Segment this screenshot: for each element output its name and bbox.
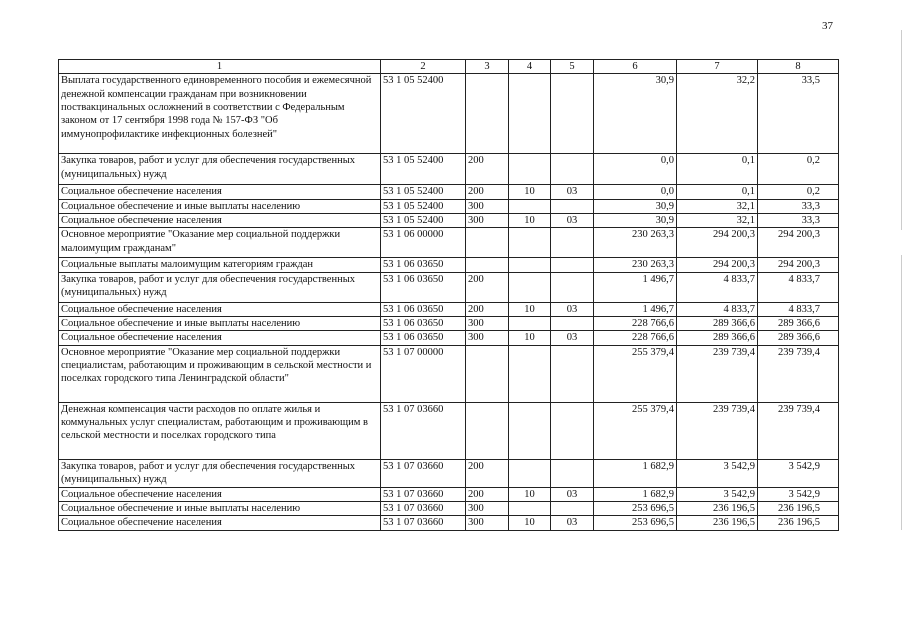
row-description: Выплата государственного единовременного пособия и ежемесячной денежной компенсации гражданам при возникновении поствакцинальных осложнений в соответствии с Федеральным законом от 17 сентября 1998 года № 157-ФЗ "Об иммунопрофилактике инфекционных болезней" <box>59 74 381 154</box>
table-row <box>59 516 839 530</box>
row-description: Основное мероприятие "Оказание мер социальной поддержки малоимущим гражданам" <box>59 228 381 258</box>
amount-col-6: 1 682,9 <box>594 459 677 487</box>
row-description: Социальные выплаты малоимущим категориям граждан <box>59 258 381 272</box>
expense-type-code: 300 <box>466 501 509 515</box>
section-code: 10 <box>509 213 551 227</box>
amount-col-6: 230 263,3 <box>594 228 677 258</box>
target-article-code: 53 1 07 03660 <box>381 501 466 515</box>
column-number: 6 <box>594 60 677 74</box>
amount-col-8: 4 833,7 <box>758 272 839 302</box>
amount-col-8: 236 196,5 <box>758 516 839 530</box>
row-description: Закупка товаров, работ и услуг для обеспечения государственных (муниципальных) нужд <box>59 154 381 185</box>
table-row <box>59 331 839 345</box>
amount-col-6: 30,9 <box>594 199 677 213</box>
subsection-code: 03 <box>551 185 594 199</box>
amount-col-7: 0,1 <box>677 185 758 199</box>
subsection-code <box>551 272 594 302</box>
section-code <box>509 501 551 515</box>
expense-type-code <box>466 74 509 154</box>
expense-type-code: 200 <box>466 487 509 501</box>
amount-col-8: 289 366,6 <box>758 331 839 345</box>
subsection-code <box>551 228 594 258</box>
amount-col-8: 3 542,9 <box>758 487 839 501</box>
column-number: 5 <box>551 60 594 74</box>
target-article-code: 53 1 05 52400 <box>381 199 466 213</box>
expense-type-code <box>466 258 509 272</box>
amount-col-6: 1 496,7 <box>594 272 677 302</box>
section-code <box>509 272 551 302</box>
scan-edge-line <box>901 30 902 530</box>
amount-col-8: 239 739,4 <box>758 402 839 459</box>
section-code <box>509 345 551 402</box>
amount-col-8: 33,3 <box>758 213 839 227</box>
section-code: 10 <box>509 185 551 199</box>
subsection-code <box>551 199 594 213</box>
column-number: 4 <box>509 60 551 74</box>
amount-col-7: 4 833,7 <box>677 302 758 316</box>
amount-col-8: 294 200,3 <box>758 258 839 272</box>
subsection-code: 03 <box>551 516 594 530</box>
target-article-code: 53 1 06 03650 <box>381 258 466 272</box>
subsection-code <box>551 459 594 487</box>
subsection-code <box>551 316 594 330</box>
row-description: Социальное обеспечение и иные выплаты населению <box>59 501 381 515</box>
row-description: Закупка товаров, работ и услуг для обеспечения государственных (муниципальных) нужд <box>59 459 381 487</box>
table-row <box>59 74 839 154</box>
table-row <box>59 302 839 316</box>
amount-col-7: 289 366,6 <box>677 331 758 345</box>
table-row <box>59 487 839 501</box>
row-description: Основное мероприятие "Оказание мер социальной поддержки специалистам, работающим и проживающим в сельской местности и поселках городского типа Ленинградской области" <box>59 345 381 402</box>
amount-col-7: 239 739,4 <box>677 345 758 402</box>
amount-col-8: 33,3 <box>758 199 839 213</box>
amount-col-7: 294 200,3 <box>677 228 758 258</box>
amount-col-6: 228 766,6 <box>594 331 677 345</box>
subsection-code: 03 <box>551 331 594 345</box>
amount-col-8: 294 200,3 <box>758 228 839 258</box>
page-number: 37 <box>822 20 833 32</box>
target-article-code: 53 1 07 03660 <box>381 459 466 487</box>
expense-type-code: 200 <box>466 154 509 185</box>
section-code: 10 <box>509 487 551 501</box>
subsection-code <box>551 154 594 185</box>
target-article-code: 53 1 06 03650 <box>381 302 466 316</box>
table-row <box>59 228 839 258</box>
amount-col-6: 30,9 <box>594 74 677 154</box>
column-number: 7 <box>677 60 758 74</box>
section-code: 10 <box>509 331 551 345</box>
column-number: 1 <box>59 60 381 74</box>
subsection-code <box>551 501 594 515</box>
expense-type-code <box>466 228 509 258</box>
target-article-code: 53 1 07 03660 <box>381 487 466 501</box>
table-row <box>59 213 839 227</box>
expense-type-code: 300 <box>466 516 509 530</box>
amount-col-7: 3 542,9 <box>677 487 758 501</box>
amount-col-8: 0,2 <box>758 185 839 199</box>
amount-col-8: 0,2 <box>758 154 839 185</box>
row-description: Социальное обеспечение и иные выплаты населению <box>59 316 381 330</box>
amount-col-6: 0,0 <box>594 185 677 199</box>
section-code <box>509 74 551 154</box>
section-code <box>509 316 551 330</box>
section-code <box>509 402 551 459</box>
subsection-code: 03 <box>551 302 594 316</box>
table-row <box>59 402 839 459</box>
table-row <box>59 185 839 199</box>
amount-col-6: 30,9 <box>594 213 677 227</box>
section-code <box>509 258 551 272</box>
subsection-code: 03 <box>551 487 594 501</box>
target-article-code: 53 1 07 03660 <box>381 516 466 530</box>
row-description: Социальное обеспечение населения <box>59 516 381 530</box>
target-article-code: 53 1 05 52400 <box>381 154 466 185</box>
amount-col-7: 4 833,7 <box>677 272 758 302</box>
expense-type-code: 200 <box>466 459 509 487</box>
amount-col-7: 239 739,4 <box>677 402 758 459</box>
target-article-code: 53 1 05 52400 <box>381 185 466 199</box>
table-row <box>59 154 839 185</box>
amount-col-7: 236 196,5 <box>677 516 758 530</box>
table-row <box>59 459 839 487</box>
target-article-code: 53 1 06 00000 <box>381 228 466 258</box>
expense-type-code: 300 <box>466 199 509 213</box>
expense-type-code: 200 <box>466 302 509 316</box>
column-number: 3 <box>466 60 509 74</box>
row-description: Закупка товаров, работ и услуг для обеспечения государственных (муниципальных) нужд <box>59 272 381 302</box>
target-article-code: 53 1 07 00000 <box>381 345 466 402</box>
column-number: 2 <box>381 60 466 74</box>
table-row <box>59 501 839 515</box>
section-code <box>509 459 551 487</box>
row-description: Социальное обеспечение населения <box>59 213 381 227</box>
amount-col-6: 253 696,5 <box>594 501 677 515</box>
amount-col-8: 236 196,5 <box>758 501 839 515</box>
subsection-code <box>551 258 594 272</box>
amount-col-8: 3 542,9 <box>758 459 839 487</box>
amount-col-6: 0,0 <box>594 154 677 185</box>
amount-col-7: 289 366,6 <box>677 316 758 330</box>
expense-type-code <box>466 345 509 402</box>
table-row <box>59 199 839 213</box>
target-article-code: 53 1 06 03650 <box>381 272 466 302</box>
amount-col-6: 1 496,7 <box>594 302 677 316</box>
row-description: Социальное обеспечение населения <box>59 331 381 345</box>
row-description: Социальное обеспечение населения <box>59 302 381 316</box>
target-article-code: 53 1 06 03650 <box>381 316 466 330</box>
row-description: Социальное обеспечение и иные выплаты населению <box>59 199 381 213</box>
target-article-code: 53 1 05 52400 <box>381 74 466 154</box>
amount-col-7: 236 196,5 <box>677 501 758 515</box>
section-code <box>509 228 551 258</box>
column-number-row <box>59 60 839 74</box>
amount-col-8: 239 739,4 <box>758 345 839 402</box>
amount-col-6: 230 263,3 <box>594 258 677 272</box>
amount-col-8: 33,5 <box>758 74 839 154</box>
expense-type-code <box>466 402 509 459</box>
amount-col-7: 32,1 <box>677 213 758 227</box>
amount-col-7: 3 542,9 <box>677 459 758 487</box>
amount-col-6: 253 696,5 <box>594 516 677 530</box>
section-code <box>509 154 551 185</box>
table-row <box>59 345 839 402</box>
amount-col-6: 255 379,4 <box>594 402 677 459</box>
table-row <box>59 316 839 330</box>
expense-type-code: 300 <box>466 316 509 330</box>
amount-col-7: 32,2 <box>677 74 758 154</box>
amount-col-7: 294 200,3 <box>677 258 758 272</box>
row-description: Социальное обеспечение населения <box>59 487 381 501</box>
subsection-code: 03 <box>551 213 594 227</box>
amount-col-8: 4 833,7 <box>758 302 839 316</box>
section-code: 10 <box>509 516 551 530</box>
amount-col-7: 32,1 <box>677 199 758 213</box>
target-article-code: 53 1 06 03650 <box>381 331 466 345</box>
subsection-code <box>551 345 594 402</box>
amount-col-7: 0,1 <box>677 154 758 185</box>
amount-col-6: 1 682,9 <box>594 487 677 501</box>
expense-type-code: 300 <box>466 331 509 345</box>
amount-col-6: 255 379,4 <box>594 345 677 402</box>
table-row <box>59 258 839 272</box>
row-description: Социальное обеспечение населения <box>59 185 381 199</box>
target-article-code: 53 1 07 03660 <box>381 402 466 459</box>
row-description: Денежная компенсация части расходов по оплате жилья и коммунальных услуг специалистам, работающим и проживающим в сельской местности и поселках городского типа <box>59 402 381 459</box>
column-number: 8 <box>758 60 839 74</box>
subsection-code <box>551 402 594 459</box>
section-code <box>509 199 551 213</box>
table-row <box>59 272 839 302</box>
budget-table <box>58 59 839 531</box>
expense-type-code: 300 <box>466 213 509 227</box>
target-article-code: 53 1 05 52400 <box>381 213 466 227</box>
section-code: 10 <box>509 302 551 316</box>
subsection-code <box>551 74 594 154</box>
amount-col-8: 289 366,6 <box>758 316 839 330</box>
amount-col-6: 228 766,6 <box>594 316 677 330</box>
expense-type-code: 200 <box>466 185 509 199</box>
expense-type-code: 200 <box>466 272 509 302</box>
